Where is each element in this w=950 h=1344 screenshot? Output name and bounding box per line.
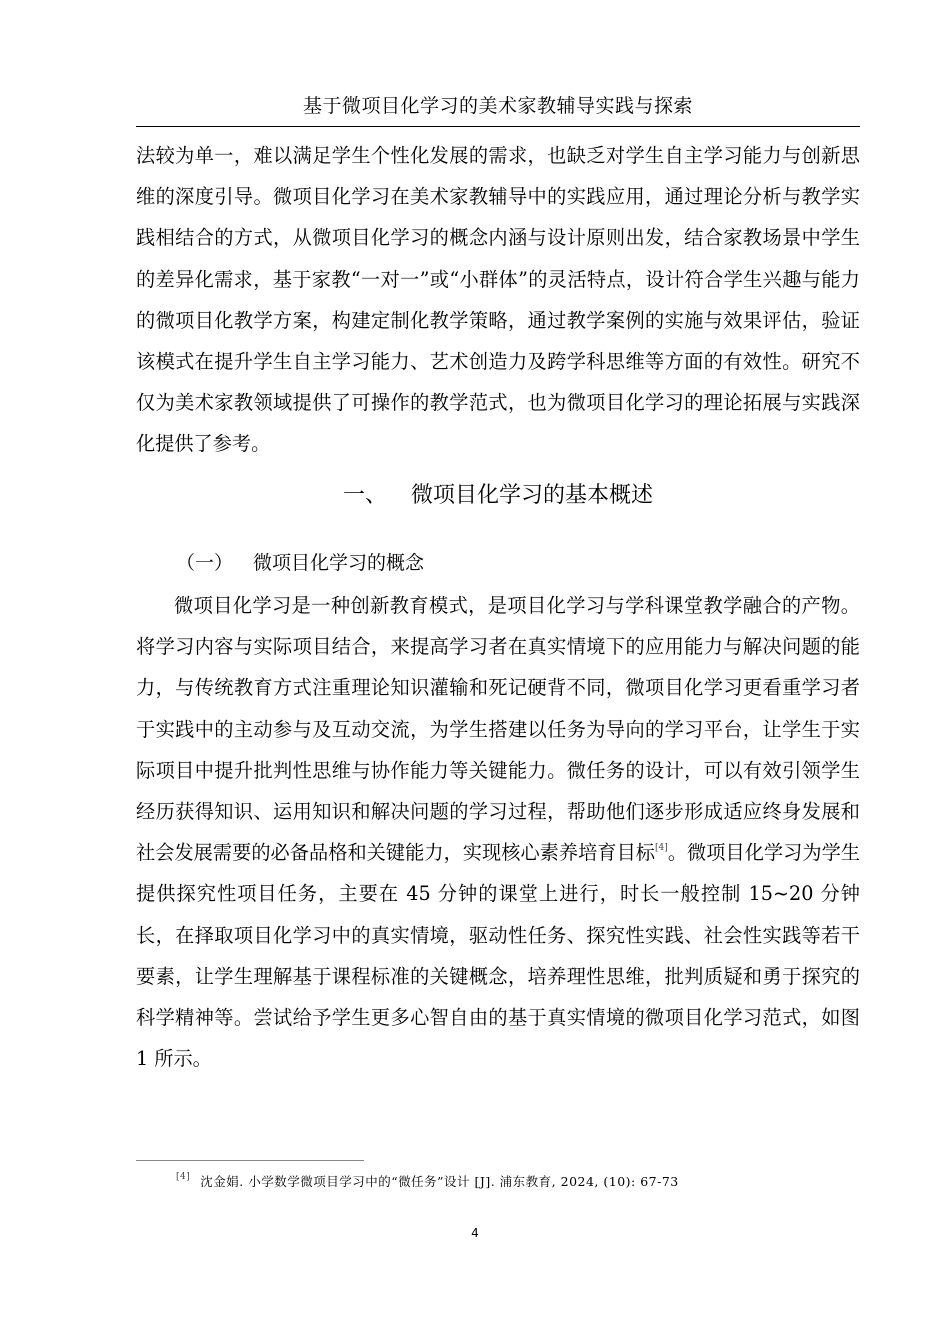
section-heading bbox=[136, 478, 860, 509]
body-text-part1: 微项目化学习是一种创新教育模式，是项目化学习与学科课堂教学融合的产物。将学习内容与实际项目结合，来提高学习者在真实情境下的应用能力与解决问题的能力，与传统教育方式注重理论知识灌输和死记硬背不同，微项目化学习更看重学习者于实践中的主动参与及互动交流，为学生搭建以任务为导向的学习平台，让学生于实际项目中提升批判性思维与协作能力等关键能力。微任务的设计，可以有效引领学生经历获得知识、运用知识和解决问题的学习过程，帮助他们逐步形成适应终身发展和社会发展需要的必备品格和关键能力，实现核心素养培育目标 bbox=[136, 594, 860, 865]
body-text-part2: 。微项目化学习为学生提供探究性项目任务，主要在 45 分钟的课堂上进行，时长一般控制 15~20 分钟长，在择取项目化学习中的真实情境，驱动性任务、探究性实践、社会性实践等若干要素，让学生理解基于课程标准的关键概念，培养理性思维，批判质疑和勇于探究的科学精神等。尝试给予学生更多心智自由的基于真实情境的微项目化学习范式，如图 1 所示。 bbox=[136, 841, 861, 1071]
subsection-number: （一） bbox=[176, 552, 234, 574]
intro-paragraph: 法较为单一，难以满足学生个性化发展的需求，也缺乏对学生自主学习能力与创新思维的深度引导。微项目化学习在美术家教辅导中的实践应用，通过理论分析与教学实践相结合的方式，从微项目化学习的概念内涵与设计原则出发，结合家教场景中学生的差异化需求，基于家教“一对一”或“小群体”的灵活特点，设计符合学生兴趣与能力的微项目化教学方案，构建定制化教学策略，通过教学案例的实施与效果评估，验证该模式在提升学生自主学习能力、艺术创造力及跨学科思维等方面的有效性。研究不仅为美术家教领域提供了可操作的教学范式，也为微项目化学习的理论拓展与实践深化提供了参考。 bbox=[136, 144, 860, 456]
running-header: 基于微项目化学习的美术家教辅导实践与探索 bbox=[302, 95, 693, 117]
footnote-separator bbox=[136, 1160, 364, 1161]
footnote bbox=[176, 1172, 679, 1190]
citation-marker[interactable]: [4] bbox=[655, 843, 668, 854]
section-title: 微项目化学习的基本概述 bbox=[411, 483, 654, 508]
section-number: 一、 bbox=[342, 483, 387, 508]
footnote-text: 沈金娟. 小学数学微项目学习中的“微任务”设计 [J]. 浦东教育, 2024, (10): 67-73 bbox=[200, 1174, 679, 1189]
page-number: 4 bbox=[471, 1226, 479, 1240]
body-paragraph bbox=[136, 585, 860, 1079]
subsection-heading bbox=[176, 548, 424, 575]
subsection-title: 微项目化学习的概念 bbox=[253, 552, 425, 574]
footnote-mark: [4] bbox=[176, 1172, 191, 1182]
header-rule bbox=[136, 126, 860, 127]
